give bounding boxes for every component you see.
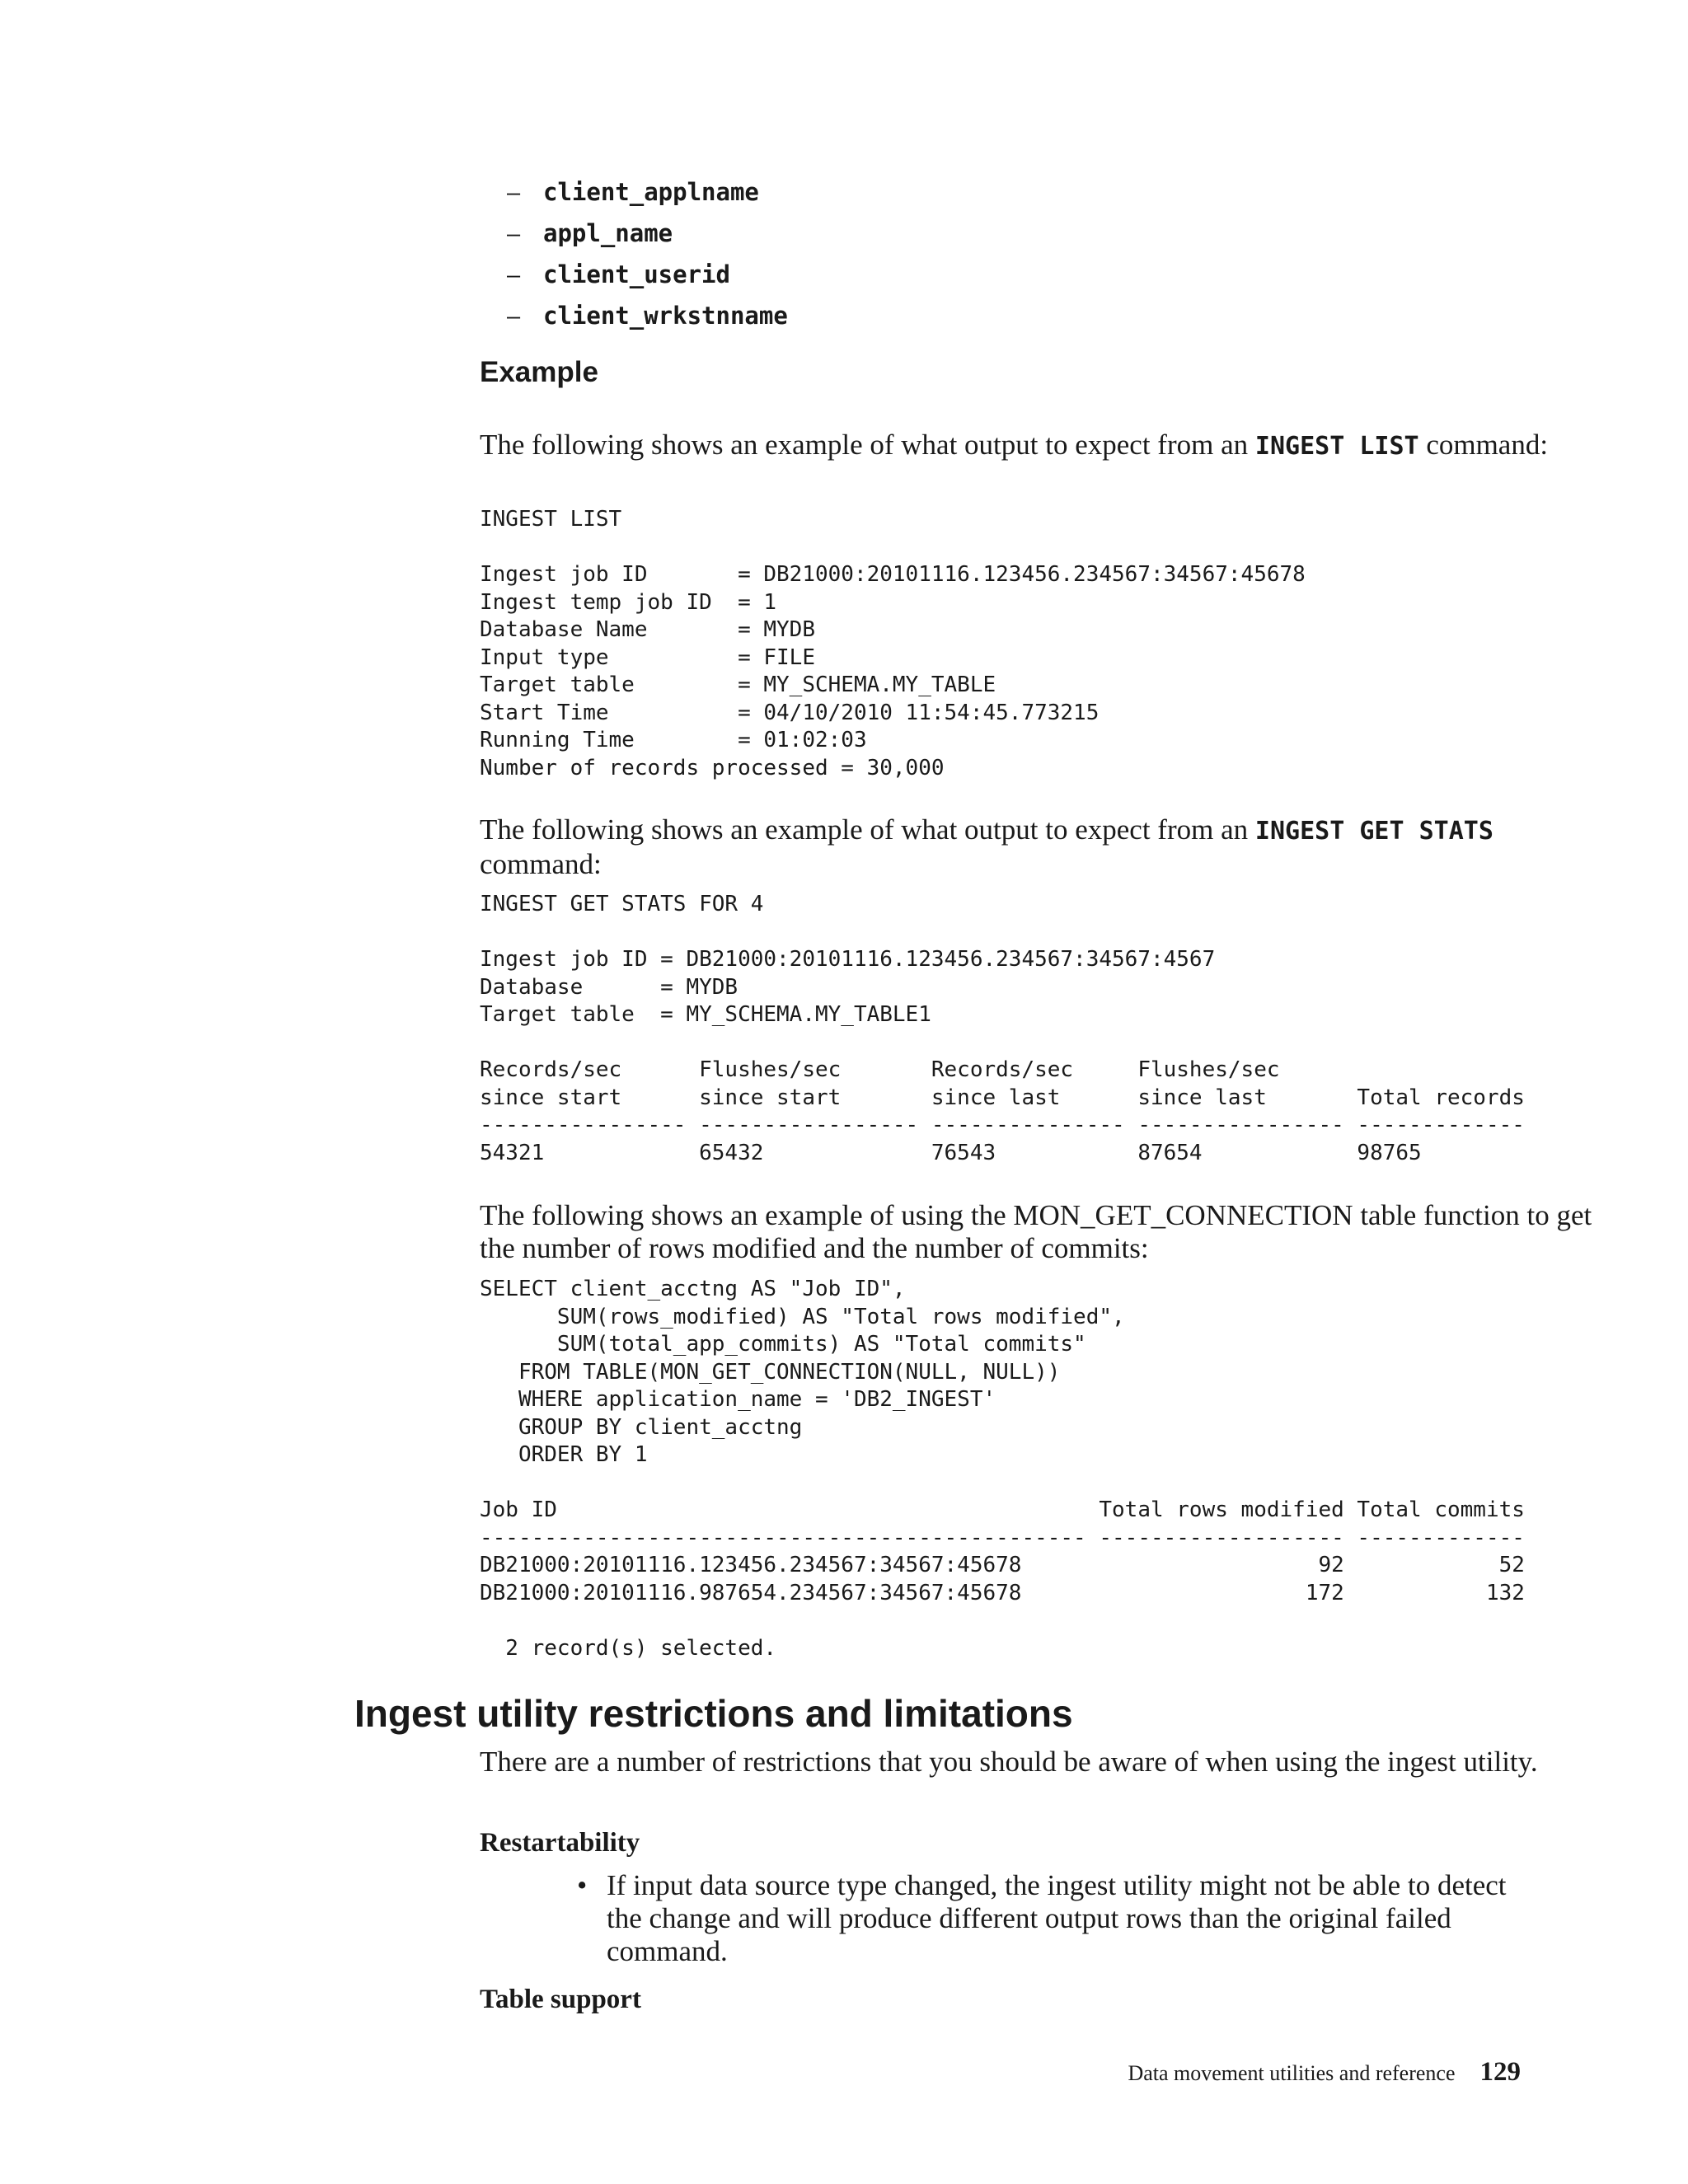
restartability-label: Restartability xyxy=(480,1828,640,1858)
example-heading: Example xyxy=(480,356,598,388)
command-name: INGEST GET STATS xyxy=(1254,817,1493,846)
ingest-list-code-block: INGEST LIST Ingest job ID = DB21000:20101116.123456.234567:34567:45678 Ingest temp job ID = 1 Database Name = MYDB Input type = FILE Target table = MY_SCHEMA.MY_TABLE Start Time = 04/10/2010 11:54:45.773215 Running Time = 01:02:03 Number of records processed = 30,000 xyxy=(480,507,1306,780)
mon-get-connection-code-block: SELECT client_acctng AS "Job ID", SUM(rows_modified) AS "Total rows modified", SUM(total_app_commits) AS "Total commits" FROM TABLE(MON_GET_CONNECTION(NULL, NULL)) WHERE application_name = 'DB2_INGEST' GROUP BY client_acctng ORDER BY 1 Job ID Total rows modified Total commits ----------------------------------------------- ------------------- ------------- DB21000:20101116.123456.234567:34567:45678 92 52 DB21000:20101116.987654.234567:34567:45678 172 132 2 record(s) selected. xyxy=(480,1277,1525,1661)
list-item xyxy=(507,295,788,336)
paragraph xyxy=(480,429,1601,463)
field-name: client_wrkstnname xyxy=(543,302,788,330)
text-run: The following shows an example of what output to expect from an xyxy=(480,429,1255,461)
mon-get-connection-intro xyxy=(480,1199,1601,1265)
page-number: 129 xyxy=(1479,2057,1521,2087)
command-name: INGEST LIST xyxy=(1254,432,1419,461)
paragraph xyxy=(480,813,1601,881)
ingest-stats-intro xyxy=(480,813,1601,881)
ingest-list-intro xyxy=(480,429,1601,463)
text-run: command: xyxy=(1418,429,1549,461)
restartability-bullet xyxy=(577,1869,1525,1968)
dash-marker: – xyxy=(507,262,521,288)
bullet-text: If input data source type changed, the ingest utility might not be able to detect the change and will produce different output rows than the original failed command. xyxy=(607,1869,1507,1967)
ingest-stats-code-block: INGEST GET STATS FOR 4 Ingest job ID = DB21000:20101116.123456.234567:34567:4567 Database = MYDB Target table = MY_SCHEMA.MY_TABLE1 Records/sec Flushes/sec Records/sec Flushes/sec since start since start since last since last Total records ---------------- ----------------- --------------- ---------------- ------------- 54321 65432 76543 87654 98765 xyxy=(480,892,1525,1165)
bullet-marker: • xyxy=(577,1869,588,1901)
field-name: appl_name xyxy=(543,219,673,247)
dash-marker: – xyxy=(507,303,521,330)
dash-marker: – xyxy=(507,221,521,247)
table-support-label: Table support xyxy=(480,1985,641,2014)
field-name: client_applname xyxy=(543,178,759,206)
section-intro xyxy=(480,1746,1601,1779)
footer-title: Data movement utilities and reference xyxy=(1128,2061,1456,2085)
list-item xyxy=(507,213,788,254)
page-footer xyxy=(1128,2057,1521,2088)
field-name: client_userid xyxy=(543,260,730,288)
list-item xyxy=(507,171,788,213)
text-run: The following shows an example of what output to expect from an xyxy=(480,813,1255,846)
text-run: command: xyxy=(480,848,602,880)
paragraph: The following shows an example of using the MON_GET_CONNECTION table function to get the number of rows modified and the number of commits: xyxy=(480,1199,1592,1264)
field-name-list xyxy=(507,171,788,336)
paragraph: There are a number of restrictions that you should be aware of when using the ingest utility. xyxy=(480,1746,1538,1778)
list-item xyxy=(507,254,788,295)
dash-marker: – xyxy=(507,180,521,206)
section-title: Ingest utility restrictions and limitations xyxy=(354,1692,1073,1735)
